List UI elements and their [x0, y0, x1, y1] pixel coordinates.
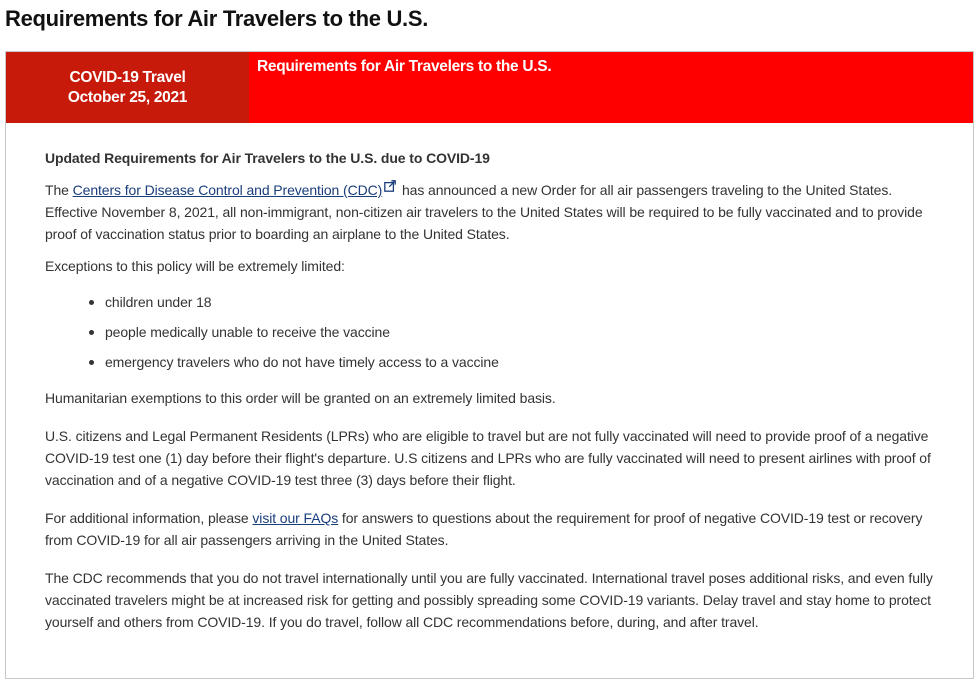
page-title: Requirements for Air Travelers to the U.S. [5, 6, 429, 31]
paragraph-faqs [45, 507, 945, 551]
paragraph-text: For additional information, please [45, 510, 253, 526]
external-link-icon[interactable] [384, 180, 396, 192]
content-subheading: Updated Requirements for Air Travelers to the U.S. due to COVID-19 [45, 150, 490, 166]
paragraph-cdc-recommendation: The CDC recommends that you do not travel internationally until you are fully vaccinated. International travel poses additional risks, and even fully vaccinated travelers might be at increased risk for getting and possibly spreading some COVID-19 variants. Delay travel and stay home to protect yourself and others from COVID-19. If you do travel, follow all CDC recommendations before, during, and after travel. [45, 570, 933, 630]
paragraph-humanitarian: Humanitarian exemptions to this order will be granted on an extremely limited basis. [45, 390, 556, 406]
paragraph-citizens-lprs: U.S. citizens and Legal Permanent Residents (LPRs) who are eligible to travel but are not fully vaccinated will need to provide proof of a negative COVID-19 test one (1) day before their flight's departure. U.S citizens and LPRs who are fully vaccinated will need to present airlines with proof of vaccination and of a negative COVID-19 test three (3) days before their flight. [45, 428, 931, 488]
banner-date-box [6, 52, 249, 123]
banner-category: COVID-19 Travel [69, 68, 186, 86]
banner-heading: Requirements for Air Travelers to the U.S. [257, 58, 552, 75]
exceptions-list [45, 291, 945, 373]
list-item: people medically unable to receive the vaccine [105, 321, 945, 343]
list-item: emergency travelers who do not have timely access to a vaccine [105, 351, 945, 373]
notice-content [45, 123, 945, 633]
cdc-link[interactable]: Centers for Disease Control and Prevention (CDC) [72, 182, 383, 198]
banner-date: October 25, 2021 [67, 88, 188, 106]
paragraph-exceptions: Exceptions to this policy will be extremely limited: [45, 258, 345, 274]
travel-notice-card [5, 51, 974, 679]
faq-link[interactable]: visit our FAQs [252, 510, 339, 526]
paragraph-text: The [45, 182, 73, 198]
banner [6, 52, 973, 123]
paragraph-text: has announced a new Order for all air passengers traveling to the United States. Effective November 8, 2021, all non-immigrant, non-citizen air travelers to the United States will be required to be fully vaccinated and to provide proof of vaccination status prior to boarding an airplane to the United States. [45, 182, 923, 242]
paragraph-text: for answers to questions about the requirement for proof of negative COVID-19 test or recovery from COVID-19 for all air passengers arriving in the United States. [45, 510, 923, 548]
list-item: children under 18 [105, 291, 945, 313]
paragraph-cdc-order [45, 179, 945, 245]
